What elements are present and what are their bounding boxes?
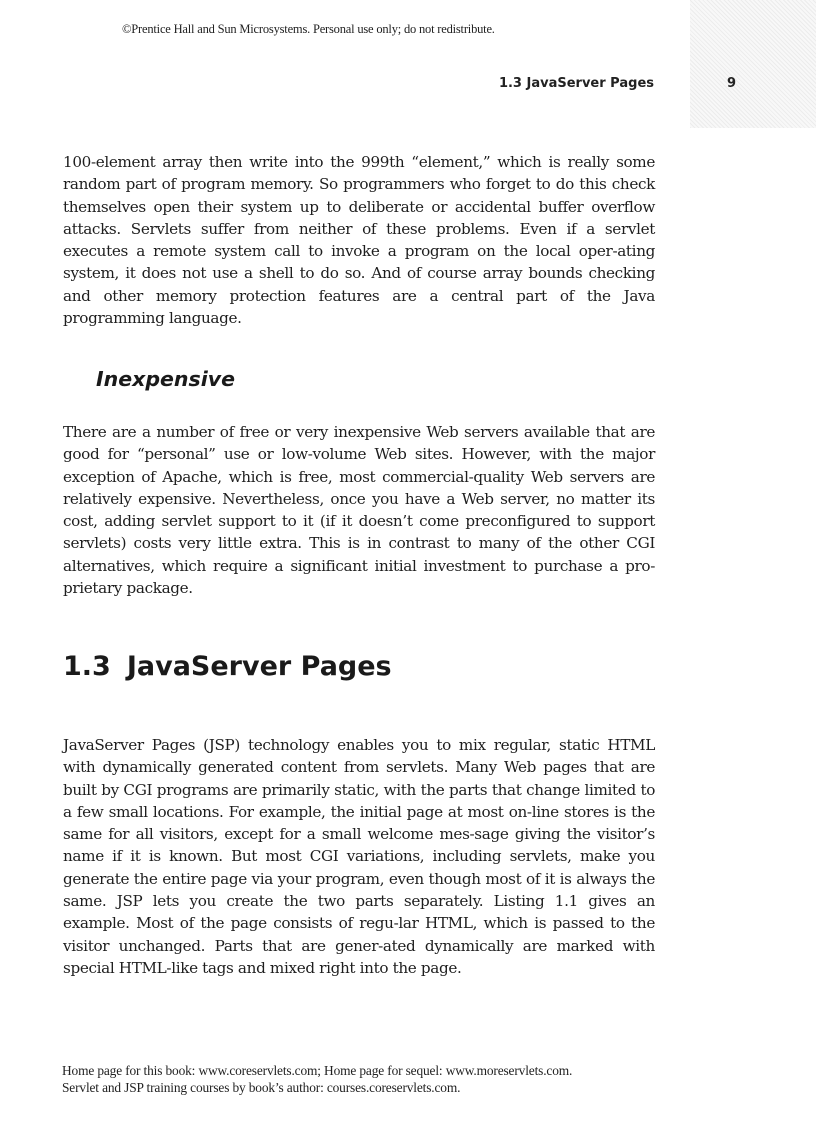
subheading-inexpensive: Inexpensive <box>96 367 236 391</box>
footer-line-1: Home page for this book: www.coreservlets.com; Home page for sequel: www.moreservlets.com. <box>62 1063 573 1078</box>
footer-line-2: Servlet and JSP training courses by book’s author: courses.coreservlets.com. <box>62 1080 461 1095</box>
copyright-notice: ©Prentice Hall and Sun Microsystems. Personal use only; do not redistribute. <box>122 22 495 36</box>
page-thumb-tab <box>690 0 816 128</box>
section-heading <box>63 651 392 682</box>
body-paragraph-1: 100-element array then write into the 999th “element,” which is really some random part of program memory. So programmers who forget to do this check themselves open their system up to deliberate or accidental buffer overflow attacks. Servlets suffer from neither of these problems. Even if a servlet executes a remote system call to invoke a program on the local oper-ating system, it does not use a shell to do so. And of course array bounds checking and other memory protection features are a central part of the Java programming language. <box>63 153 655 328</box>
body-paragraph-2: There are a number of free or very inexpensive Web servers available that are good for “personal” use or low-volume Web sites. However, with the major exception of Apache, which is free, most commercial-quality Web servers are relatively expensive. Nevertheless, once you have a Web server, no matter its cost, adding servlet support to it (if it doesn’t come preconfigured to support servlets) costs very little extra. This is in contrast to many of the other CGI alternatives, which require a significant initial investment to purchase a pro-prietary package. <box>63 423 655 598</box>
page-number: 9 <box>727 76 737 91</box>
section-title: JavaServer Pages <box>126 651 392 682</box>
section-number: 1.3 <box>63 651 111 682</box>
running-head: 1.3 JavaServer Pages <box>498 76 654 91</box>
page-footer <box>62 1062 572 1096</box>
body-paragraph-3: JavaServer Pages (JSP) technology enables you to mix regular, static HTML with dynamically generated content from servlets. Many Web pages that are built by CGI programs are primarily static, with the parts that change limited to a few small locations. For example, the initial page at most on-line stores is the same for all visitors, except for a small welcome mes-sage giving the visitor’s name if it is known. But most CGI variations, including servlets, make you generate the entire page via your program, even though most of it is always the same. JSP lets you create the two parts separately. Listing 1.1 gives an example. Most of the page consists of regu-lar HTML, which is passed to the visitor unchanged. Parts that are gener-ated dynamically are marked with special HTML-like tags and mixed right into the page. <box>63 736 655 977</box>
